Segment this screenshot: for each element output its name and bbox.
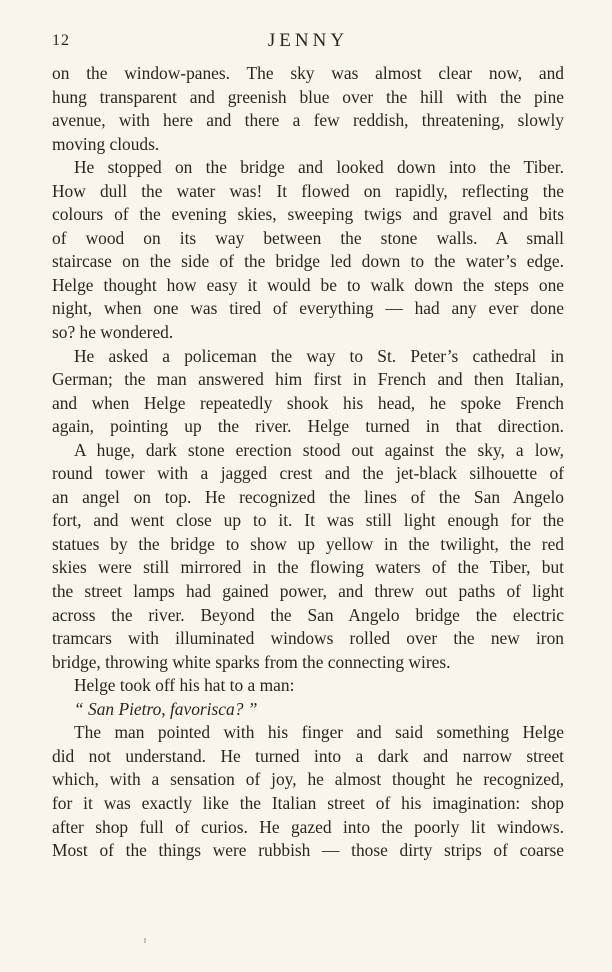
text-line: moving clouds.	[52, 133, 160, 154]
text-line: colours of the evening skies, sweeping twigs and gravel and bits	[52, 204, 564, 225]
text-line: which, with a sensation of joy, he almost thought he recognized,	[52, 769, 564, 790]
text-line: Helge took off his hat to a man:	[74, 675, 295, 696]
text-line: The man pointed with his finger and said something Helge	[74, 722, 564, 743]
text-line: so? he wondered.	[52, 322, 174, 343]
text-line: after shop full of curios. He gazed into the poorly lit windows.	[52, 816, 564, 837]
text-line: the street lamps had gained power, and threw out paths of light	[52, 581, 564, 602]
page-number: 12	[52, 32, 70, 49]
text-line: on the window-panes. The sky was almost clear now, and	[52, 63, 564, 83]
text-line: How dull the water was! It flowed on rapidly, reflecting the	[52, 180, 564, 201]
text-line: A huge, dark stone erection stood out against the sky, a low,	[74, 439, 564, 460]
text-line: skies were still mirrored in the flowing waters of the Tiber, but	[52, 557, 564, 578]
text-line: German; the man answered him first in French and then Italian,	[52, 369, 564, 390]
text-line: avenue, with here and there a few reddish, threatening, slowly	[52, 110, 564, 131]
page-header	[52, 30, 564, 54]
text-line: He stopped on the bridge and looked down into the Tiber.	[74, 157, 564, 178]
text-line: again, pointing up the river. Helge turned in that direction.	[52, 416, 564, 437]
text-line: bridge, throwing white sparks from the connecting wires.	[52, 651, 451, 672]
text-line: staircase on the side of the bridge led down to the water’s edge.	[52, 251, 564, 272]
text-line: of wood on its way between the stone walls. A small	[52, 227, 564, 248]
scan-mark	[144, 938, 146, 943]
text-line: hung transparent and greenish blue over the hill with the pine	[52, 86, 564, 107]
text-line: Helge thought how easy it would be to walk down the steps one	[52, 274, 564, 295]
text-line: and when Helge repeatedly shook his head, he spoke French	[52, 392, 564, 413]
text-line: night, when one was tired of everything — had any ever done	[52, 298, 564, 319]
text-line: round tower with a jagged crest and the jet-black silhouette of	[52, 463, 564, 484]
text-line: an angel on top. He recognized the lines of the San Angelo	[52, 486, 564, 507]
text-line: He asked a policeman the way to St. Peter’s cathedral in	[74, 345, 564, 366]
text-line: Most of the things were rubbish — those dirty strips of coarse	[52, 840, 564, 861]
text-line: statues by the bridge to show up yellow in the twilight, the red	[52, 533, 564, 554]
text-line: for it was exactly like the Italian street of his imagination: shop	[52, 792, 564, 813]
text-line: “ San Pietro, favorisca? ”	[74, 698, 258, 719]
text-line: fort, and went close up to it. It was still light enough for the	[52, 510, 564, 531]
running-title: JENNY	[267, 30, 349, 51]
text-line: tramcars with illuminated windows rolled over the new iron	[52, 628, 564, 649]
text-line: across the river. Beyond the San Angelo bridge the electric	[52, 604, 564, 625]
body-text	[52, 62, 564, 863]
text-line: did not understand. He turned into a dark and narrow street	[52, 745, 564, 766]
